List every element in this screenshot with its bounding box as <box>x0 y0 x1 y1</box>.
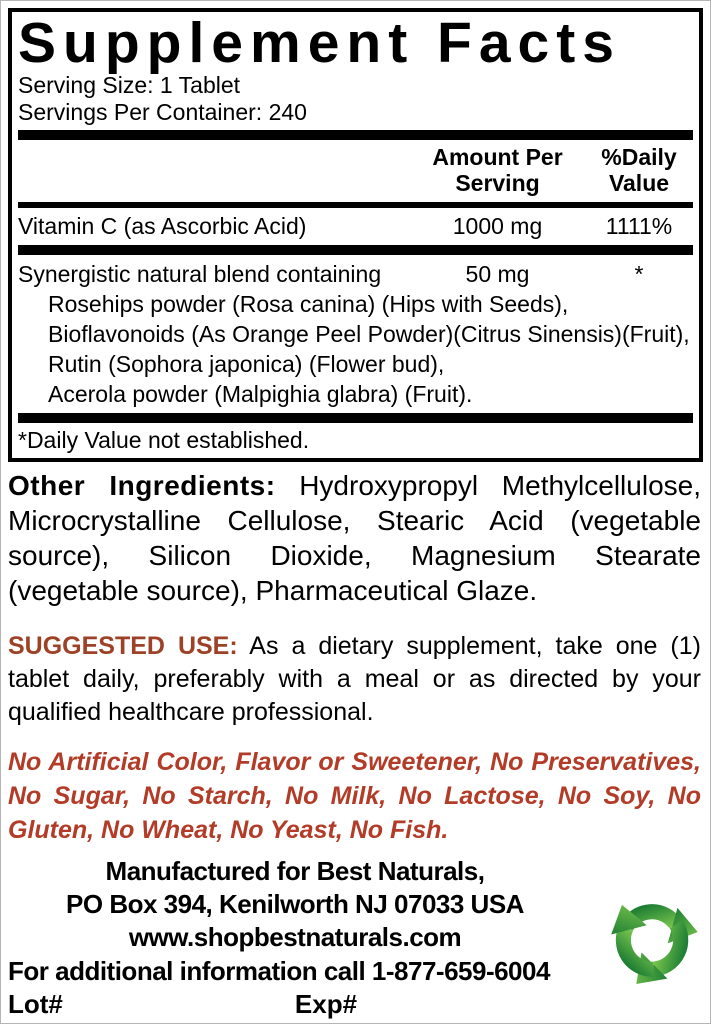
divider-thin <box>18 202 693 208</box>
manufacturer-block <box>6 855 584 954</box>
value-label: Value <box>608 170 670 196</box>
nutrient-row-vitamin-c <box>18 211 693 241</box>
blend-amount: 50 mg <box>465 261 530 287</box>
blend-components <box>18 289 693 409</box>
amount-per-label: Amount Per <box>432 144 563 170</box>
serving-label: Serving <box>455 170 540 196</box>
claims-text: No Artificial Color, Flavor or Sweetener, No Preservatives, No Sugar, No Starch, No Milk, No Lactose, No Soy, No Gluten, No Wheat, No Yeast, No Fish. <box>8 748 701 844</box>
column-header-row <box>18 144 693 199</box>
suggested-use <box>8 630 701 729</box>
blend-row <box>18 259 693 289</box>
exp-label: Exp# <box>294 989 358 1019</box>
recycle-icon <box>598 871 706 1001</box>
blend-component: Rosehips powder (Rosa canina) (Hips with Seeds), <box>48 291 569 317</box>
serving-size: Serving Size: 1 Tablet <box>18 72 241 98</box>
blend-component: Acerola powder (Malpighia glabra) (Fruit). <box>48 381 473 407</box>
nutrient-dv: 1111% <box>605 213 673 239</box>
divider-thick <box>18 245 693 255</box>
manufacturer-website: www.shopbestnaturals.com <box>128 922 462 952</box>
other-ingredients-label: Other Ingredients: <box>8 470 276 501</box>
divider-thick <box>18 413 693 423</box>
other-ingredients <box>8 468 701 608</box>
blend-component: Bioflavonoids (As Orange Peel Powder)(Citrus Sinensis)(Fruit), <box>48 321 690 347</box>
info-phone-line: For additional information call 1-877-659-6004 <box>8 956 550 986</box>
supplement-facts-panel <box>8 8 703 462</box>
blend-name: Synergistic natural blend containing <box>18 261 382 287</box>
blend-component: Rutin (Sophora japonica) (Flower bud), <box>48 351 445 377</box>
daily-label: %Daily <box>601 144 677 170</box>
daily-value-footnote: *Daily Value not established. <box>18 427 310 453</box>
column-header-dv <box>585 144 693 196</box>
divider-thick <box>18 130 693 140</box>
suggested-use-text: As a dietary supplement, take one (1) tablet daily, preferably with a meal or as directed by your qualified healthcare professional. <box>8 632 701 726</box>
lot-label: Lot# <box>8 989 63 1019</box>
servings-per-container: Servings Per Container: 240 <box>18 99 307 125</box>
nutrient-amount: 1000 mg <box>452 213 543 239</box>
panel-title: Supplement Facts <box>18 11 621 75</box>
blend-dv: * <box>634 261 644 287</box>
column-header-amount <box>410 144 585 196</box>
manufacturer-line1: Manufactured for Best Naturals, <box>105 856 485 886</box>
manufacturer-line2: PO Box 394, Kenilworth NJ 07033 USA <box>66 889 524 919</box>
other-ingredients-text: Hydroxypropyl Methylcellulose, Microcrystalline Cellulose, Stearic Acid (vegetable source), Silicon Dioxide, Magnesium Stearate (vegetable source), Pharmaceutical Glaze. <box>8 470 701 606</box>
suggested-use-label: SUGGESTED USE: <box>8 632 238 660</box>
nutrient-name: Vitamin C (as Ascorbic Acid) <box>18 213 307 239</box>
